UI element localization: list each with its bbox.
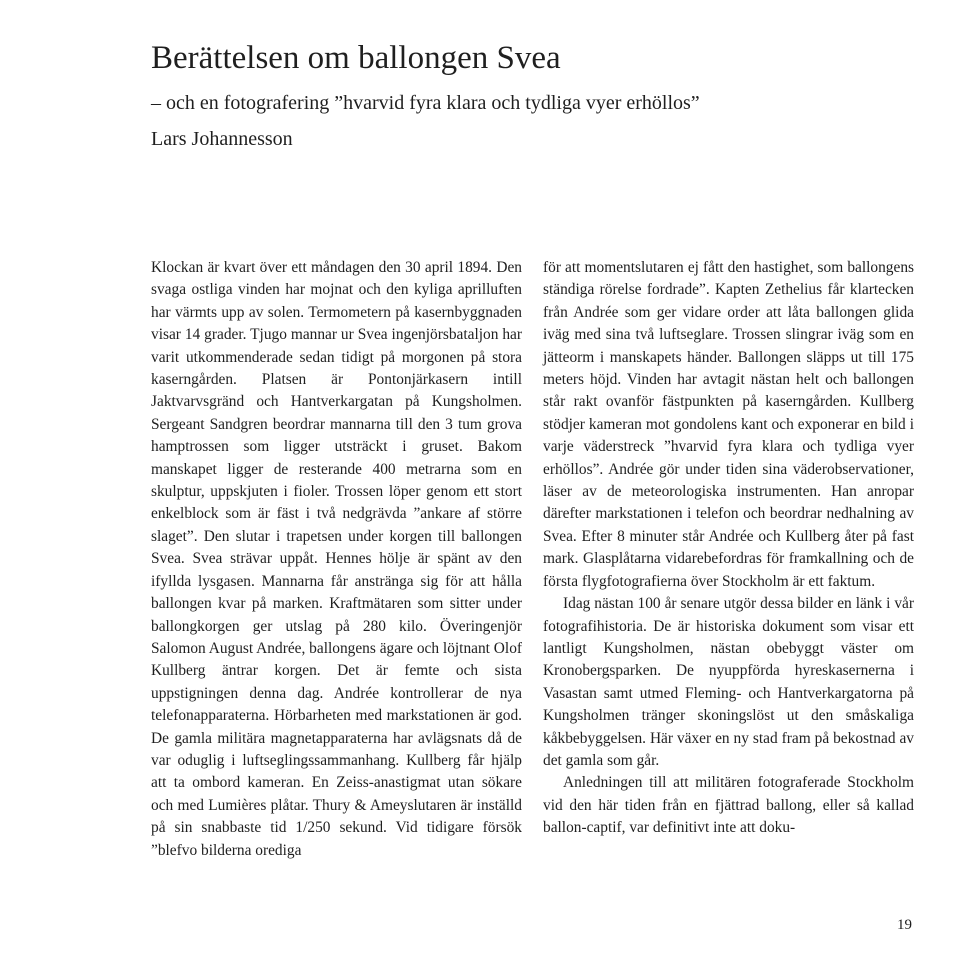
right-paragraph-1: för att momentslutaren ej fått den hastighet, som ballongens ständiga rörelse fordrade”. Kapten Zethelius får klartecken från Andrée som ger vidare order att låta ballongen glida iväg med sina två luftseglare. Trossen slingrar iväg som en jätteorm i manskapets händer. Ballongen släpps ut till 175 meters höjd. Vinden har avtagit nästan helt och ballongen står rakt ovanför fästpunkten på kaserngården. Kullberg stödjer kameran mot gondolens kant och exponerar en bild i varje väderstreck ”hvarvid fyra klara och tydliga vyer erhöllos”. Andrée gör under tiden sina väderobservationer, läser av de meteorologiska instrumenten. Han anropar därefter markstationen i telefon och beordrar nedhalning av Svea. Efter 8 minuter står Andrée och Kullberg åter på fast mark. Glasplåtarna vidarebefordras för framkallning och de första flygfotografierna över Stockholm är ett faktum. (543, 259, 914, 590)
article-subtitle: – och en fotografering ”hvarvid fyra klara och tydliga vyer erhöllos” (151, 92, 700, 114)
page-number: 19 (897, 917, 912, 933)
right-paragraph-3: Anledningen till att militären fotograferade Stockholm vid den här tiden från en fjättrad ballong, eller så kallad ballon-captif, var definitivt inte att doku- (543, 774, 914, 837)
article-author: Lars Johannesson (151, 128, 293, 150)
left-paragraph-1: Klockan är kvart över ett måndagen den 30 april 1894. Den svaga ostliga vinden har mojnat och den kyliga aprilluften har värmts upp av solen. Termometern på kasernbyggnaden visar 14 grader. Tjugo mannar ur Svea ingenjörsbataljon har varit utkommenderade sedan tidigt på morgonen på stora kaserngården. Platsen är Pontonjärkasern intill Jaktvarvsgränd och Hantverkargatan på Kungsholmen. Sergeant Sandgren beordrar mannarna till den 3 tum grova hamptrossen som ligger utsträckt i gruset. Bakom manskapet ligger de resterande 400 metrarna som en skulptur, uppskjuten i fioler. Trossen löper genom ett stort enkelblock som är fäst i två nedgrävda ”ankare af större slaget”. Den slutar i trapetsen under korgen till ballongen Svea. Svea strävar uppåt. Hennes hölje är spänt av den ifyllda lysgasen. Mannarna får anstränga sig för att hålla ballongen kvar på marken. Kraftmätaren som sitter under ballongkorgen ger utslag på 280 kilo. Överingenjör Salomon August Andrée, ballongens ägare och löjtnant Olof Kullberg äntrar korgen. Det är femte och sista uppstigningen denna dag. Andrée kontrollerar de nya telefonapparaterna. Hörbarheten med markstationen är god. De gamla militära magnetapparaterna har avlägsnats då de var oduglig i luftseglingssammanhang. Kullberg får hjälp att ta ombord kameran. En Zeiss-anastigmat utan sökare och med Lumières plåtar. Thury & Ameyslutaren är inställd på sin snabbaste tid 1/250 sekund. Vid tidigare försök ”blefvo bilderna orediga (151, 259, 523, 859)
article-title: Berättelsen om ballongen Svea (151, 40, 561, 76)
left-column (151, 257, 522, 862)
right-paragraph-2: Idag nästan 100 år senare utgör dessa bilder en länk i vår fotografihistoria. De är historiska dokument som visar ett lantligt Kungsholmen, nästan obebyggt väster om Kronobergsparken. De nyuppförda hyreskasernerna i Vasastan samt utmed Fleming- och Hantverkargatorna på Kungsholmen tränger skoningslöst ut den småskaliga kåkbebyggelsen. Här växer en ny stad fram på bekostnad av det gamla som går. (543, 595, 914, 769)
right-column (543, 257, 914, 840)
